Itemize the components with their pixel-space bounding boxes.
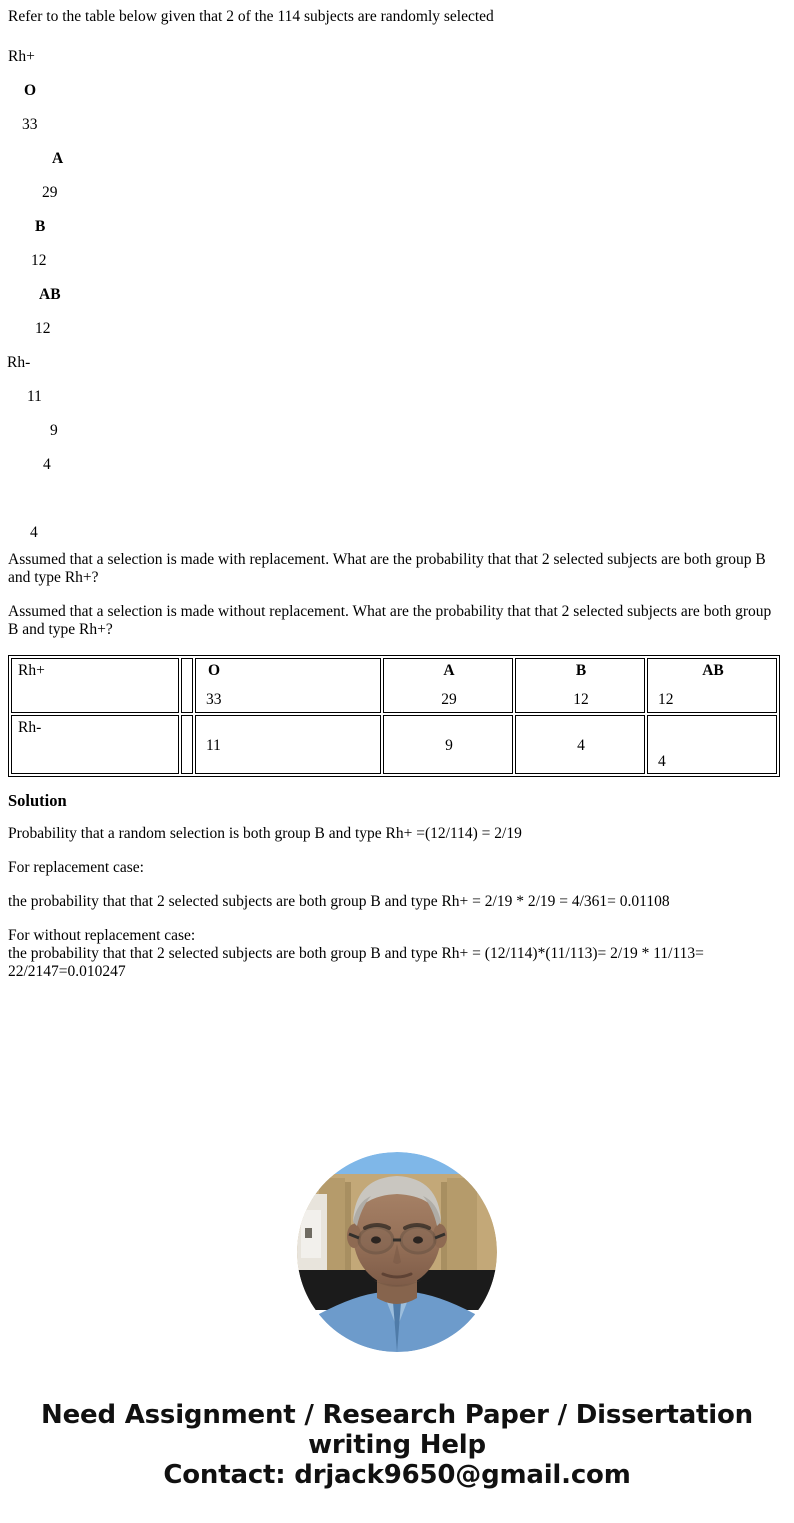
cell-value: 12 [658,690,674,708]
portrait-photo-icon [297,1152,497,1352]
list-item: A [52,150,64,167]
list-item: 12 [31,252,47,269]
column-header-ab: AB [702,662,724,679]
promo-line-2: Contact: drjack9650@gmail.com [163,1460,631,1491]
cell-value: 4 [658,752,666,770]
promo-line-1: Need Assignment / Research Paper / Dissertation writing Help [41,1400,753,1461]
solution-line-without-replacement-label: For without replacement case: [8,927,196,945]
list-item: Rh- [7,354,31,371]
cell-rh-positive-b [515,658,645,713]
blood-type-table [8,655,780,777]
cell-value: 9 [445,736,453,754]
list-item-blank [0,482,300,516]
list-item: 4 [30,524,38,541]
cell-value: 12 [573,690,589,708]
cell-rh-positive-o [195,658,381,713]
list-item: 12 [35,320,51,337]
cell-rh-negative-o [195,715,381,775]
cell-value: 33 [206,690,222,708]
question-without-replacement: Assumed that a selection is made without replacement. What are the probability that that 2 selected subjects are both group B and type Rh+? [8,603,772,639]
blood-type-table-wrapper [8,655,770,777]
list-item: 29 [42,184,58,201]
column-header-o: O [208,662,221,679]
table-row [11,658,777,713]
solution-line-replacement-result: the probability that that 2 selected subjects are both group B and type Rh+ = 2/19 * 2/19 = 4/361= 0.01108 [8,893,670,911]
table-row [11,715,777,775]
cell-value: 4 [577,736,585,754]
solution-section [0,791,794,998]
cell-value: 29 [441,690,457,708]
intro-text: Refer to the table below given that 2 of the 114 subjects are randomly selected [8,8,494,25]
cell-rh-negative-ab [647,715,777,775]
cell-rh-negative-b [515,715,645,775]
list-item: 9 [50,422,58,439]
table-spacer-cell [181,715,193,775]
list-item: 4 [43,456,51,473]
cell-value: 11 [206,736,221,754]
list-item: 11 [27,388,42,405]
cell-rh-positive-ab [647,658,777,713]
solution-heading: Solution [8,791,67,810]
list-item: O [24,82,37,99]
avatar [297,1152,497,1352]
row-label-rh-negative: Rh- [11,715,179,775]
cell-rh-negative-a [383,715,513,775]
column-header-a: A [443,662,455,679]
stacked-values-list [0,40,300,550]
list-item: 33 [22,116,38,133]
question-with-replacement: Assumed that a selection is made with replacement. What are the probability that that 2 selected subjects are both group B and type Rh+? [8,551,766,587]
row-label-rh-positive: Rh+ [11,658,179,713]
column-header-b: B [575,662,587,679]
list-item: Rh+ [8,48,35,65]
list-item: B [35,218,46,235]
solution-line-base-probability: Probability that a random selection is both group B and type Rh+ =(12/114) = 2/19 [8,824,522,842]
question-list [0,551,794,656]
list-item: AB [39,286,61,303]
cell-rh-positive-a [383,658,513,713]
table-spacer-cell [181,658,193,713]
solution-line-replacement-label: For replacement case: [8,858,144,876]
solution-line-without-replacement-result: the probability that that 2 selected subjects are both group B and type Rh+ = (12/114)*(11/113)= 2/19 * 11/113= 22/2147=0.010247 [8,945,704,981]
promo-banner [0,1400,794,1490]
